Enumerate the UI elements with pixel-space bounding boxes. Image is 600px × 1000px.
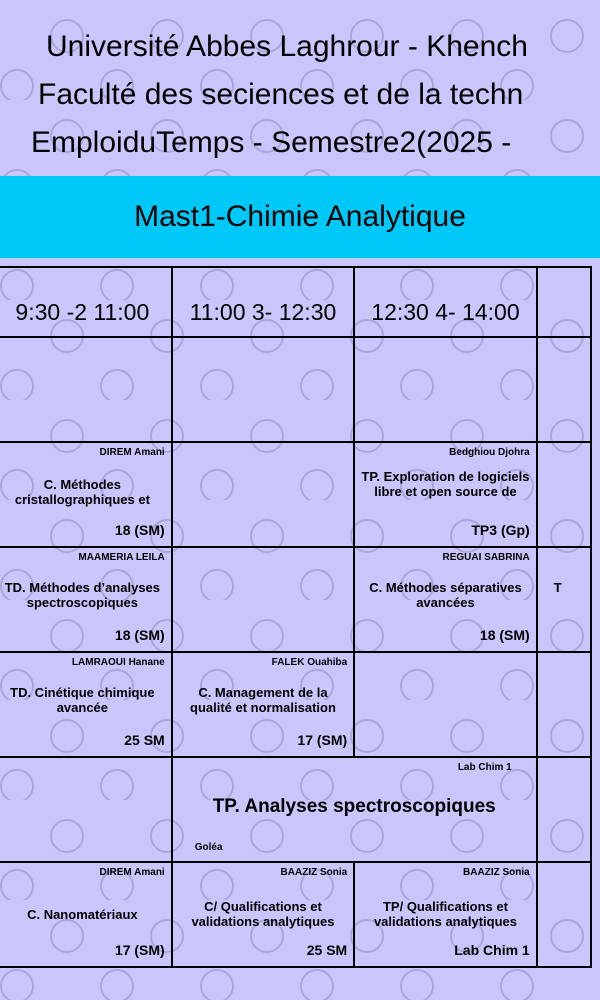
timetable-cell-empty bbox=[0, 337, 172, 442]
timetable-row bbox=[0, 862, 591, 967]
course-title: TD. Méthodes d’analyses spectroscopiques bbox=[4, 580, 161, 610]
course-title: TD. Cinétique chimique avancée bbox=[10, 685, 155, 715]
teacher-name: LAMRAOUI Hanane bbox=[71, 657, 165, 668]
timetable-cell-empty bbox=[354, 337, 537, 442]
course-title: C. Management de la qualité et normalisation bbox=[190, 685, 336, 715]
timetable-cell-empty bbox=[172, 442, 355, 547]
room-label: 18 (SM) bbox=[479, 627, 530, 643]
course-title: TP/ Qualifications et validations analytiques bbox=[373, 899, 517, 929]
class-banner bbox=[0, 176, 600, 258]
timetable-cell-empty bbox=[0, 757, 172, 862]
teacher-name: FALEK Ouahiba bbox=[271, 657, 348, 668]
course-title: C. Méthodes séparatives avancées bbox=[369, 580, 522, 610]
timetable-cell-empty bbox=[537, 337, 591, 442]
room-label: 18 (SM) bbox=[114, 522, 165, 538]
timetable-cell bbox=[354, 442, 537, 547]
time-slot-header: 11:00 3- 12:30 bbox=[172, 267, 355, 337]
timetable-row bbox=[0, 652, 591, 757]
time-slot-header: 12:30 4- 14:00 bbox=[354, 267, 537, 337]
timetable-row bbox=[0, 442, 591, 547]
timetable-row bbox=[0, 757, 591, 862]
university-title: Université Abbes Laghrour - Khench bbox=[46, 30, 528, 63]
teacher-name: BAAZIZ Sonia bbox=[463, 867, 530, 878]
course-title: C/ Qualifications et validations analytiques bbox=[191, 899, 335, 929]
timetable bbox=[0, 266, 592, 968]
timetable-row bbox=[0, 337, 591, 442]
timetable-cell-empty bbox=[537, 652, 591, 757]
faculty-title: Faculté des seciences et de la techn bbox=[38, 78, 524, 111]
teacher-name: DIREM Amani bbox=[99, 867, 165, 878]
timetable-cell bbox=[0, 442, 172, 547]
time-slot-header bbox=[537, 267, 591, 337]
room-label: 25 SM bbox=[124, 732, 165, 748]
course-title: C. Nanomatériaux bbox=[27, 907, 138, 922]
timetable-cell bbox=[354, 547, 537, 652]
timetable-cell bbox=[0, 652, 172, 757]
timetable-cell bbox=[0, 547, 172, 652]
class-title: Mast1-Chimie Analytique bbox=[134, 200, 466, 233]
room-label: 17 (SM) bbox=[114, 942, 165, 958]
teacher-name: REGUAI SABRINA bbox=[442, 552, 530, 563]
timetable-row bbox=[0, 547, 591, 652]
timetable-cell-empty bbox=[172, 337, 355, 442]
course-title: T bbox=[553, 580, 562, 595]
room-label: TP3 (Gp) bbox=[471, 522, 530, 538]
timetable-cell-empty bbox=[537, 442, 591, 547]
timetable-cell-empty bbox=[354, 652, 537, 757]
room-label: Lab Chim 1 bbox=[454, 942, 530, 958]
room-label: 18 (SM) bbox=[114, 627, 165, 643]
timetable-cell bbox=[354, 862, 537, 967]
teacher-name: MAAMERIA LEILA bbox=[78, 552, 165, 563]
timetable-header-row bbox=[0, 267, 591, 337]
timetable-cell-empty bbox=[172, 547, 355, 652]
teacher-name: DIREM Amani bbox=[99, 447, 165, 458]
teacher-name: Bedghiou Djohra bbox=[449, 447, 530, 458]
timetable-cell bbox=[172, 652, 355, 757]
room-label: 25 SM bbox=[306, 942, 348, 958]
schedule-title: EmploiduTemps - Semestre2(2025 - bbox=[31, 126, 512, 159]
timetable-cell bbox=[0, 862, 172, 967]
timetable-cell bbox=[537, 547, 591, 652]
course-title: TP. Exploration de logiciels libre et open source de bbox=[361, 469, 530, 499]
room-label: 17 (SM) bbox=[297, 732, 348, 748]
course-title: TP. Analyses spectroscopiques bbox=[212, 796, 496, 817]
lab-location: Lab Chim 1 bbox=[457, 762, 512, 773]
timetable-cell-empty bbox=[537, 862, 591, 967]
course-title: C. Méthodes cristallographiques et bbox=[14, 477, 150, 507]
timetable-cell-empty bbox=[537, 757, 591, 862]
time-slot-header: 9:30 -2 11:00 bbox=[0, 267, 172, 337]
room-label: Goléa bbox=[194, 842, 223, 853]
timetable-cell-merged bbox=[172, 757, 537, 862]
page-header bbox=[0, 0, 600, 175]
timetable-cell bbox=[172, 862, 355, 967]
teacher-name: BAAZIZ Sonia bbox=[280, 867, 348, 878]
